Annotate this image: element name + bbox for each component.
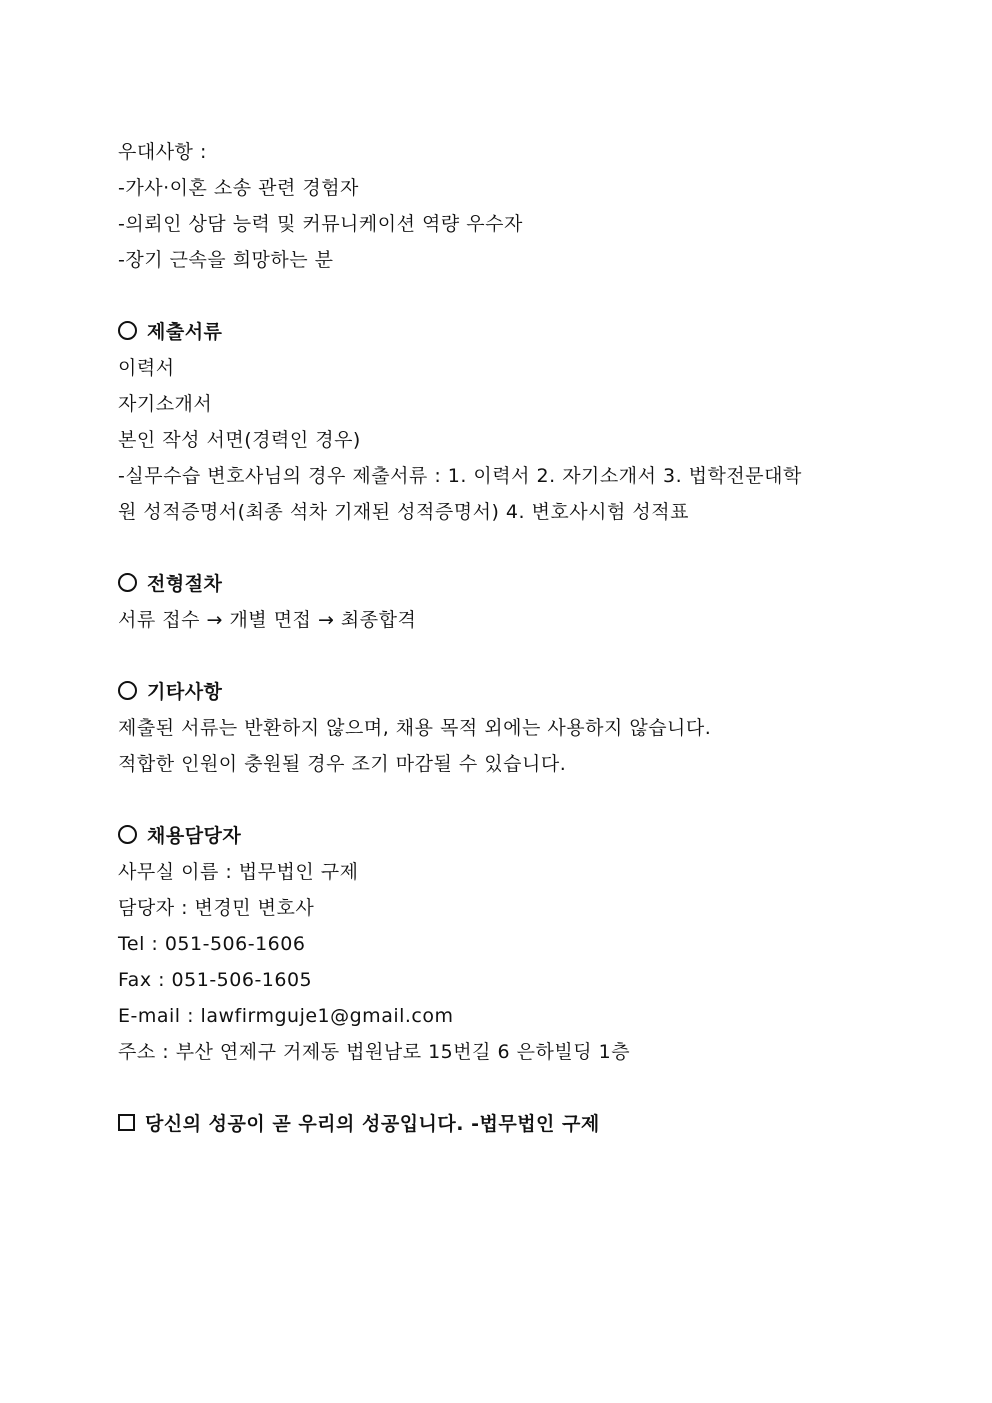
section-heading-text: 채용담당자 bbox=[147, 825, 242, 847]
closing-text: 당신의 성공이 곧 우리의 성공입니다. -법무법인 구제 bbox=[145, 1113, 600, 1135]
closing-line bbox=[118, 1112, 600, 1136]
section-heading-text: 제출서류 bbox=[147, 321, 223, 343]
contact-person: 담당자 : 변경민 변호사 bbox=[118, 897, 315, 919]
section-heading-documents bbox=[118, 320, 222, 344]
circle-bullet-icon bbox=[118, 825, 137, 844]
square-bullet-icon bbox=[118, 1114, 135, 1131]
preferred-title: 우대사항 : bbox=[118, 141, 207, 163]
preferred-item: -가사·이혼 소송 관련 경험자 bbox=[118, 177, 359, 199]
contact-email: E-mail : lawfirmguje1@gmail.com bbox=[118, 1005, 454, 1027]
contact-address: 주소 : 부산 연제구 거제동 법원남로 15번길 6 은하빌딩 1층 bbox=[118, 1041, 631, 1063]
document-item: 원 성적증명서(최종 석차 기재된 성적증명서) 4. 변호사시험 성적표 bbox=[118, 501, 689, 523]
contact-office: 사무실 이름 : 법무법인 구제 bbox=[118, 861, 359, 883]
preferred-item: -의뢰인 상담 능력 및 커뮤니케이션 역량 우수자 bbox=[118, 213, 523, 235]
section-heading-text: 기타사항 bbox=[147, 681, 223, 703]
circle-bullet-icon bbox=[118, 681, 137, 700]
circle-bullet-icon bbox=[118, 321, 137, 340]
document-item: -실무수습 변호사님의 경우 제출서류 : 1. 이력서 2. 자기소개서 3. 법학전문대학 bbox=[118, 465, 802, 487]
etc-item: 제출된 서류는 반환하지 않으며, 채용 목적 외에는 사용하지 않습니다. bbox=[118, 717, 712, 739]
contact-tel: Tel : 051-506-1606 bbox=[118, 933, 306, 955]
section-heading-text: 전형절차 bbox=[147, 573, 223, 595]
preferred-item: -장기 근속을 희망하는 분 bbox=[118, 249, 334, 271]
section-heading-etc bbox=[118, 680, 222, 704]
document-item: 이력서 bbox=[118, 357, 175, 379]
circle-bullet-icon bbox=[118, 573, 137, 592]
section-heading-contact bbox=[118, 824, 241, 848]
document-item: 자기소개서 bbox=[118, 393, 213, 415]
contact-fax: Fax : 051-506-1605 bbox=[118, 969, 313, 991]
etc-item: 적합한 인원이 충원될 경우 조기 마감될 수 있습니다. bbox=[118, 753, 567, 775]
section-heading-process bbox=[118, 572, 222, 596]
document-item: 본인 작성 서면(경력인 경우) bbox=[118, 429, 361, 451]
process-steps: 서류 접수 → 개별 면접 → 최종합격 bbox=[118, 609, 417, 631]
